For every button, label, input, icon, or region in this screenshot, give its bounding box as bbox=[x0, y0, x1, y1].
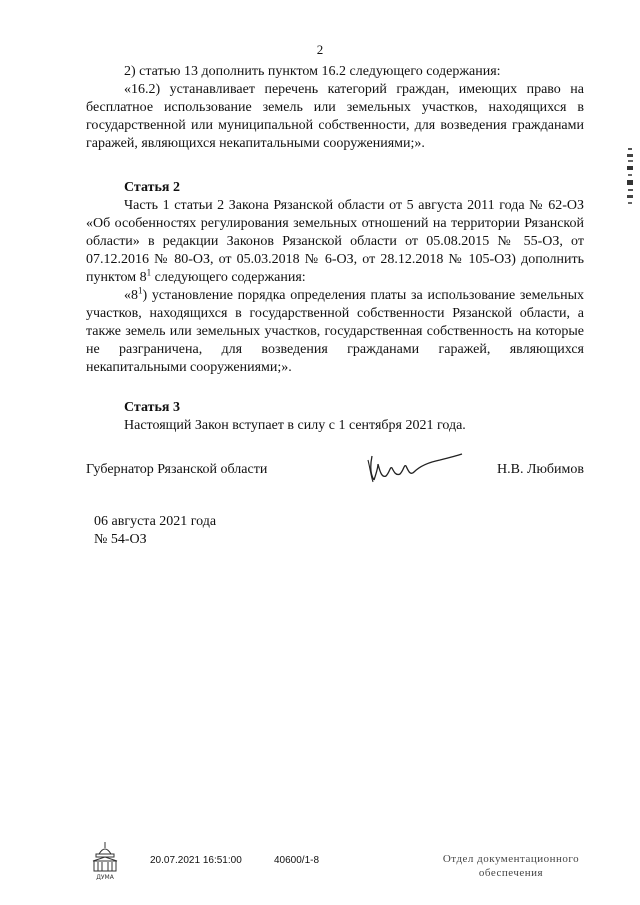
governor-title: Губернатор Рязанской области bbox=[86, 462, 268, 477]
document-body bbox=[86, 63, 584, 435]
law-date: 06 августа 2021 года bbox=[94, 514, 217, 529]
article-2-quote-text: ) установление порядка определения платы за использование земельных участков, находящихся в государственной собственности Рязанской области, а также земель или земельных участков, государственная собственность на которые не разграничена, для возведения гражданами гаражей, являющихся некапитальными сооружениями;». bbox=[86, 288, 584, 375]
svg-text:ДУМА: ДУМА bbox=[96, 874, 114, 881]
law-date-block bbox=[94, 513, 216, 549]
article-2-paragraph-2 bbox=[86, 287, 584, 377]
article-3-heading: Статья 3 bbox=[124, 400, 180, 415]
handwritten-signature bbox=[364, 450, 464, 490]
footer-department-stamp bbox=[426, 852, 596, 880]
article-2-superscript: 1 bbox=[146, 267, 152, 278]
quote-16-2-paragraph: «16.2) устанавливает перечень категорий граждан, имеющих право на бесплатное использование земель или земельных участков, находящихся в государственной или муниципальной собственности, для возведения гражданами гаражей, являющихся некапитальными сооружениями;». bbox=[86, 82, 584, 151]
footer-timestamp: 20.07.2021 16:51:00 bbox=[150, 855, 242, 866]
department-line-2: обеспечения bbox=[478, 867, 544, 879]
article-2-quote-superscript: 1 bbox=[138, 285, 143, 296]
article-2-text-a: Часть 1 статьи 2 Закона Рязанской области от 5 августа 2011 года № 62-ОЗ «Об особенностях регулирования земельных отношений на территории Рязанской области» в редакции Законов Рязанской области от 05.08.2015 № 55-ОЗ, от 07.12.2016 № 80-ОЗ, от 05.03.2018 № 6-ОЗ, от 28.12.2018 № 105-ОЗ) дополнить пунктом 8 bbox=[86, 198, 584, 285]
intro-paragraph: 2) статью 13 дополнить пунктом 16.2 следующего содержания: bbox=[124, 64, 501, 79]
footer-registration-number: 40600/1-8 bbox=[274, 855, 320, 866]
article-2-paragraph-1 bbox=[86, 197, 584, 287]
page-number: 2 bbox=[316, 42, 324, 57]
duma-building-logo bbox=[90, 840, 120, 882]
law-number: № 54-ОЗ bbox=[94, 532, 147, 547]
scan-edge-marks bbox=[626, 148, 634, 208]
document-footer bbox=[0, 840, 640, 900]
signature-row bbox=[86, 462, 584, 502]
department-line-1: Отдел документационного bbox=[442, 853, 580, 865]
article-3-paragraph: Настоящий Закон вступает в силу с 1 сентября 2021 года. bbox=[124, 418, 466, 433]
article-2-text-b: следующего содержания: bbox=[151, 270, 306, 285]
article-2-quote-open: «8 bbox=[124, 288, 138, 303]
governor-name: Н.В. Любимов bbox=[497, 462, 584, 477]
article-2-heading: Статья 2 bbox=[124, 180, 180, 195]
